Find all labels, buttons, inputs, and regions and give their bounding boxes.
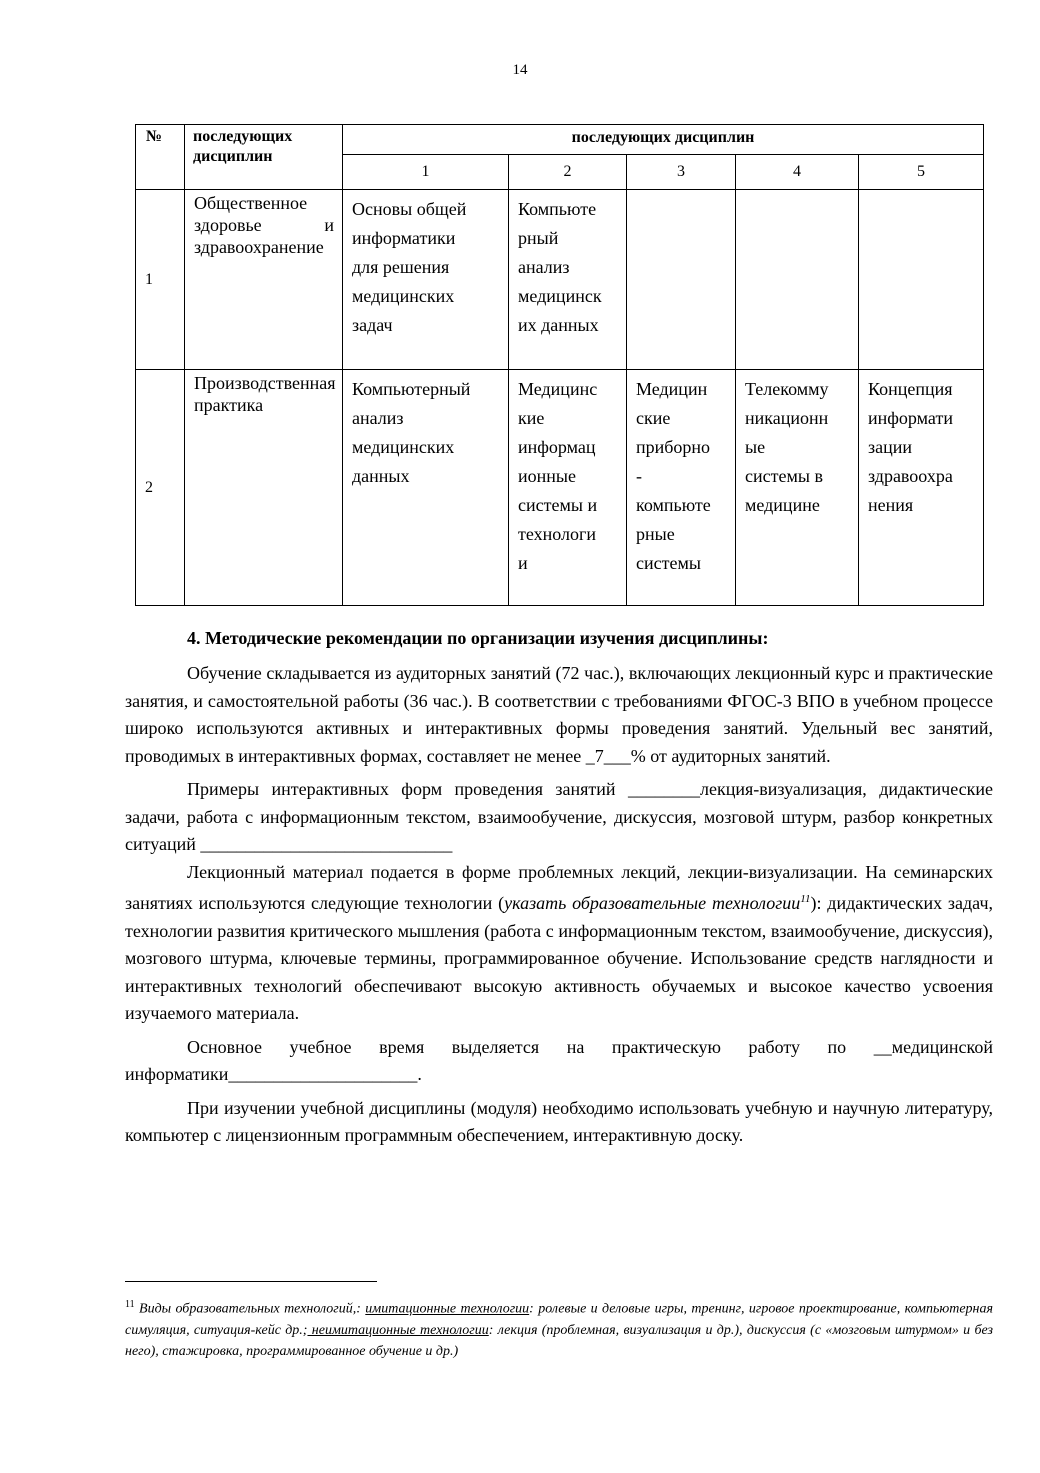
table-row [136, 370, 984, 606]
paragraph: Обучение складывается из аудиторных занятий (72 час.), включающих лекционный курс и практические занятия, и самостоятельной работы (36 час.). В соответствии с требованиями ФГОС-3 ВПО в учебном процессе широко используются активных и интерактивных формы проведения занятий. Удельный вес занятий, проводимых в интерактивных формах, составляет не менее _7___% от аудиторных занятий. [125, 663, 993, 766]
row-name: Общественное здоровье и здравоохранение [185, 190, 343, 370]
paragraph-italic: указать образовательные технологии [504, 893, 801, 913]
discipline-cell: Медицинс кие информац ионные системы и технологи и [518, 379, 598, 573]
paragraph: Основное учебное время выделяется на практическую работу по __медицинской информатики_____________________. [125, 1036, 993, 1084]
header-subnum: 1 [343, 155, 509, 190]
header-subnum: 5 [859, 155, 984, 190]
footnote-separator [125, 1281, 377, 1282]
discipline-cell: Медицин ские приборно - компьюте рные системы [636, 379, 711, 573]
header-subnum: 3 [627, 155, 736, 190]
section-heading: 4. Методические рекомендации по организации изучения дисциплины: [187, 628, 769, 648]
row-number: 2 [136, 370, 185, 606]
disciplines-table [135, 124, 984, 606]
footnote-underlined: имитационные технологии [365, 1301, 530, 1317]
header-group: последующих дисциплин [343, 125, 984, 155]
header-subnum: 4 [736, 155, 859, 190]
footnote-ref: 11 [800, 893, 811, 905]
footnote-text: Виды образовательных технологий,: [134, 1301, 366, 1317]
discipline-cell: Компьюте рный анализ медицинск их данных [518, 199, 602, 335]
paragraph-text: Лекционный материал подается в форме проблемных лекций, лекции-визуализации. На семинарских занятиях используются следующие технологии ( [125, 861, 993, 913]
discipline-cell: Компьютерный анализ медицинских данных [352, 379, 471, 486]
row-number: 1 [136, 190, 185, 370]
header-no: № [136, 125, 185, 190]
row-name: Производственная практика [185, 370, 343, 606]
paragraph [125, 859, 993, 1028]
header-subnum: 2 [509, 155, 627, 190]
footnote-text: : ролевые и деловые игры, тренинг, игровое проектирование, компьютерная симуляция, ситуация-кейс др.; [125, 1301, 994, 1338]
footnote [125, 1294, 993, 1362]
footnote-underlined: неимитационные технологии [307, 1322, 489, 1338]
paragraph: При изучении учебной дисциплины (модуля) необходимо использовать учебную и научную литературу, компьютер с лицензионным программным обеспечением, интерактивную доску. [125, 1097, 993, 1145]
page-number: 14 [512, 62, 528, 78]
header-name: последующих дисциплин [185, 125, 343, 190]
table-row [136, 190, 984, 370]
footnote-text: : лекция (проблемная, визуализация и др.), дискуссия (с «мозговым штурмом» и без него), стажировка, программированное обучение и др.) [125, 1322, 993, 1359]
paragraph-text: ): дидактических задач, технологии развития критического мышления (работа с информационным текстом, взаимообучение, дискуссия), мозгового штурма, ключевые термины, программированное обучение. Использование средств наглядности и интерактивных технологий обеспечивают высокую активность обучаемых и высокое качество усвоения изучаемого материала. [125, 893, 994, 1023]
discipline-cell: Основы общей информатики для решения медицинских задач [352, 199, 467, 335]
discipline-cell: Концепция информати зации здравоохра нения [868, 379, 953, 515]
section-body [125, 660, 993, 1150]
paragraph: Примеры интерактивных форм проведения занятий ________лекция-визуализация, дидактические задачи, работа с информационным текстом, взаимообучение, дискуссия, мозговой штурм, разбор конкретных ситуаций ____________________________ [125, 779, 993, 854]
footnote-mark: 11 [125, 1299, 135, 1310]
discipline-cell: Телекомму никационн ые системы в медицине [745, 379, 829, 515]
